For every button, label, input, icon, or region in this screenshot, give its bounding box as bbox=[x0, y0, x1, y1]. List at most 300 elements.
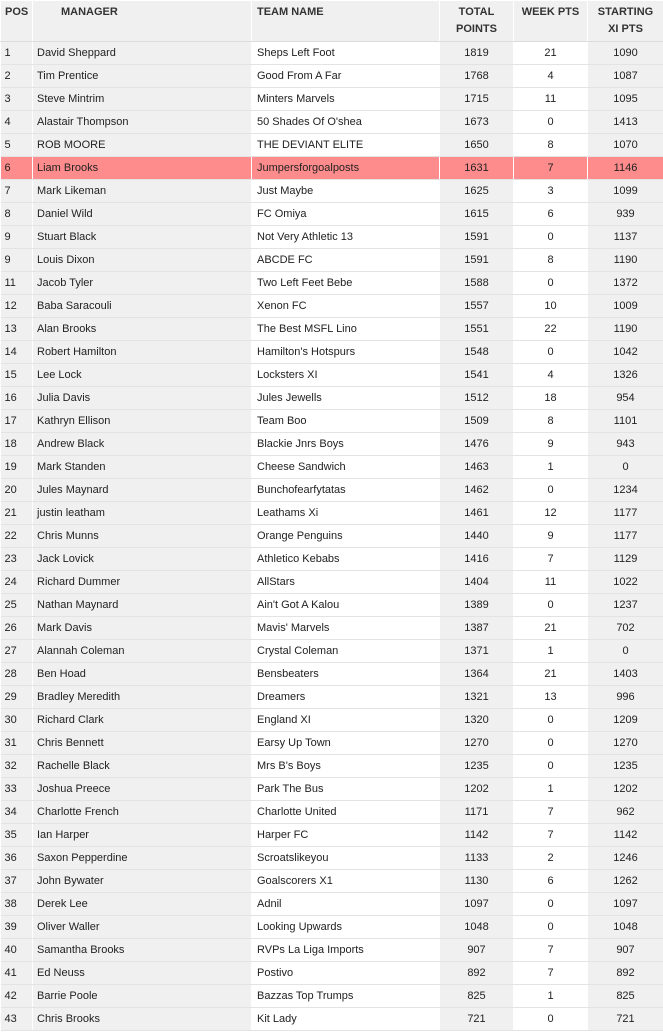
table-row bbox=[1, 318, 663, 341]
cell-starting-xi-pts: 1099 bbox=[588, 180, 663, 203]
cell-total-points: 892 bbox=[440, 962, 514, 985]
cell-week-pts: 1 bbox=[514, 778, 588, 801]
cell-week-pts: 13 bbox=[514, 686, 588, 709]
cell-week-pts: 8 bbox=[514, 410, 588, 433]
cell-team-name: THE DEVIANT ELITE bbox=[252, 134, 440, 157]
table-row bbox=[1, 571, 663, 594]
cell-pos: 25 bbox=[1, 594, 33, 617]
cell-team-name: Jumpersforgoalposts bbox=[252, 157, 440, 180]
cell-total-points: 1321 bbox=[440, 686, 514, 709]
cell-total-points: 1591 bbox=[440, 249, 514, 272]
cell-week-pts: 11 bbox=[514, 88, 588, 111]
cell-team-name: Cheese Sandwich bbox=[252, 456, 440, 479]
cell-pos: 23 bbox=[1, 548, 33, 571]
cell-pos: 19 bbox=[1, 456, 33, 479]
table-row bbox=[1, 801, 663, 824]
cell-pos: 24 bbox=[1, 571, 33, 594]
cell-week-pts: 1 bbox=[514, 456, 588, 479]
cell-total-points: 1142 bbox=[440, 824, 514, 847]
cell-total-points: 1364 bbox=[440, 663, 514, 686]
cell-week-pts: 0 bbox=[514, 341, 588, 364]
cell-total-points: 1171 bbox=[440, 801, 514, 824]
cell-starting-xi-pts: 1101 bbox=[588, 410, 663, 433]
cell-week-pts: 9 bbox=[514, 525, 588, 548]
cell-week-pts: 0 bbox=[514, 226, 588, 249]
cell-week-pts: 0 bbox=[514, 893, 588, 916]
cell-pos: 38 bbox=[1, 893, 33, 916]
cell-total-points: 1235 bbox=[440, 755, 514, 778]
cell-week-pts: 8 bbox=[514, 249, 588, 272]
table-row bbox=[1, 180, 663, 203]
cell-manager: Saxon Pepperdine bbox=[33, 847, 252, 870]
cell-total-points: 1371 bbox=[440, 640, 514, 663]
cell-manager: Jacob Tyler bbox=[33, 272, 252, 295]
cell-week-pts: 22 bbox=[514, 318, 588, 341]
cell-pos: 12 bbox=[1, 295, 33, 318]
table-row bbox=[1, 686, 663, 709]
cell-total-points: 1389 bbox=[440, 594, 514, 617]
cell-pos: 33 bbox=[1, 778, 33, 801]
cell-starting-xi-pts: 892 bbox=[588, 962, 663, 985]
table-row bbox=[1, 456, 663, 479]
cell-pos: 21 bbox=[1, 502, 33, 525]
cell-team-name: Just Maybe bbox=[252, 180, 440, 203]
cell-manager: Lee Lock bbox=[33, 364, 252, 387]
cell-pos: 42 bbox=[1, 985, 33, 1008]
cell-week-pts: 0 bbox=[514, 479, 588, 502]
header-total-points-line2: POINTS bbox=[456, 23, 497, 35]
cell-pos: 1 bbox=[1, 42, 33, 65]
cell-team-name: Team Boo bbox=[252, 410, 440, 433]
table-row bbox=[1, 663, 663, 686]
cell-total-points: 1404 bbox=[440, 571, 514, 594]
cell-starting-xi-pts: 1413 bbox=[588, 111, 663, 134]
cell-week-pts: 6 bbox=[514, 870, 588, 893]
table-row bbox=[1, 939, 663, 962]
cell-team-name: AllStars bbox=[252, 571, 440, 594]
cell-starting-xi-pts: 1246 bbox=[588, 847, 663, 870]
cell-starting-xi-pts: 1142 bbox=[588, 824, 663, 847]
table-row bbox=[1, 640, 663, 663]
cell-pos: 3 bbox=[1, 88, 33, 111]
cell-pos: 8 bbox=[1, 203, 33, 226]
cell-starting-xi-pts: 1070 bbox=[588, 134, 663, 157]
cell-starting-xi-pts: 1234 bbox=[588, 479, 663, 502]
table-row bbox=[1, 548, 663, 571]
cell-starting-xi-pts: 1146 bbox=[588, 157, 663, 180]
cell-total-points: 1509 bbox=[440, 410, 514, 433]
cell-manager: Stuart Black bbox=[33, 226, 252, 249]
cell-pos: 13 bbox=[1, 318, 33, 341]
header-pos[interactable]: POS bbox=[1, 1, 33, 42]
cell-manager: ROB MOORE bbox=[33, 134, 252, 157]
cell-starting-xi-pts: 1137 bbox=[588, 226, 663, 249]
cell-starting-xi-pts: 1177 bbox=[588, 525, 663, 548]
cell-total-points: 1715 bbox=[440, 88, 514, 111]
cell-manager: Louis Dixon bbox=[33, 249, 252, 272]
cell-week-pts: 18 bbox=[514, 387, 588, 410]
cell-team-name: Bunchofearfytatas bbox=[252, 479, 440, 502]
cell-pos: 35 bbox=[1, 824, 33, 847]
cell-pos: 34 bbox=[1, 801, 33, 824]
cell-starting-xi-pts: 1090 bbox=[588, 42, 663, 65]
cell-manager: Richard Clark bbox=[33, 709, 252, 732]
cell-total-points: 1650 bbox=[440, 134, 514, 157]
cell-manager: justin leatham bbox=[33, 502, 252, 525]
cell-week-pts: 1 bbox=[514, 640, 588, 663]
cell-week-pts: 0 bbox=[514, 916, 588, 939]
table-header bbox=[1, 1, 663, 42]
table-row bbox=[1, 732, 663, 755]
cell-manager: Joshua Preece bbox=[33, 778, 252, 801]
cell-team-name: Mavis' Marvels bbox=[252, 617, 440, 640]
table-row bbox=[1, 134, 663, 157]
header-total-points-line1: TOTAL bbox=[458, 6, 495, 18]
table-row bbox=[1, 479, 663, 502]
cell-pos: 14 bbox=[1, 341, 33, 364]
cell-starting-xi-pts: 1048 bbox=[588, 916, 663, 939]
cell-starting-xi-pts: 1237 bbox=[588, 594, 663, 617]
cell-pos: 4 bbox=[1, 111, 33, 134]
cell-pos: 32 bbox=[1, 755, 33, 778]
cell-pos: 7 bbox=[1, 180, 33, 203]
cell-pos: 26 bbox=[1, 617, 33, 640]
cell-manager: Daniel Wild bbox=[33, 203, 252, 226]
cell-manager: Bradley Meredith bbox=[33, 686, 252, 709]
table-row bbox=[1, 709, 663, 732]
cell-team-name: Charlotte United bbox=[252, 801, 440, 824]
cell-pos: 20 bbox=[1, 479, 33, 502]
cell-total-points: 1512 bbox=[440, 387, 514, 410]
cell-week-pts: 21 bbox=[514, 42, 588, 65]
table-row bbox=[1, 962, 663, 985]
table-row bbox=[1, 916, 663, 939]
cell-team-name: Kit Lady bbox=[252, 1008, 440, 1031]
cell-starting-xi-pts: 1177 bbox=[588, 502, 663, 525]
cell-pos: 39 bbox=[1, 916, 33, 939]
cell-team-name: Dreamers bbox=[252, 686, 440, 709]
cell-starting-xi-pts: 1009 bbox=[588, 295, 663, 318]
cell-manager: Liam Brooks bbox=[33, 157, 252, 180]
cell-pos: 36 bbox=[1, 847, 33, 870]
cell-total-points: 1387 bbox=[440, 617, 514, 640]
cell-manager: David Sheppard bbox=[33, 42, 252, 65]
cell-week-pts: 6 bbox=[514, 203, 588, 226]
cell-manager: Jack Lovick bbox=[33, 548, 252, 571]
cell-starting-xi-pts: 1087 bbox=[588, 65, 663, 88]
cell-total-points: 1557 bbox=[440, 295, 514, 318]
cell-week-pts: 21 bbox=[514, 617, 588, 640]
header-manager[interactable]: MANAGER bbox=[33, 1, 252, 42]
cell-manager: Richard Dummer bbox=[33, 571, 252, 594]
cell-week-pts: 7 bbox=[514, 548, 588, 571]
cell-week-pts: 21 bbox=[514, 663, 588, 686]
cell-starting-xi-pts: 1209 bbox=[588, 709, 663, 732]
cell-week-pts: 3 bbox=[514, 180, 588, 203]
cell-week-pts: 0 bbox=[514, 709, 588, 732]
cell-total-points: 1048 bbox=[440, 916, 514, 939]
cell-manager: Derek Lee bbox=[33, 893, 252, 916]
cell-team-name: Ain't Got A Kalou bbox=[252, 594, 440, 617]
cell-pos: 28 bbox=[1, 663, 33, 686]
table-row bbox=[1, 111, 663, 134]
cell-week-pts: 7 bbox=[514, 939, 588, 962]
cell-total-points: 1461 bbox=[440, 502, 514, 525]
table-row bbox=[1, 824, 663, 847]
cell-week-pts: 2 bbox=[514, 847, 588, 870]
cell-starting-xi-pts: 825 bbox=[588, 985, 663, 1008]
cell-manager: Kathryn Ellison bbox=[33, 410, 252, 433]
cell-starting-xi-pts: 1202 bbox=[588, 778, 663, 801]
cell-team-name: The Best MSFL Lino bbox=[252, 318, 440, 341]
table-row bbox=[1, 88, 663, 111]
cell-manager: Rachelle Black bbox=[33, 755, 252, 778]
cell-manager: John Bywater bbox=[33, 870, 252, 893]
cell-total-points: 1133 bbox=[440, 847, 514, 870]
cell-total-points: 1440 bbox=[440, 525, 514, 548]
cell-week-pts: 11 bbox=[514, 571, 588, 594]
cell-team-name: Xenon FC bbox=[252, 295, 440, 318]
cell-pos: 11 bbox=[1, 272, 33, 295]
cell-pos: 9 bbox=[1, 249, 33, 272]
cell-team-name: England XI bbox=[252, 709, 440, 732]
cell-team-name: Good From A Far bbox=[252, 65, 440, 88]
cell-team-name: Leathams Xi bbox=[252, 502, 440, 525]
table-row bbox=[1, 594, 663, 617]
cell-pos: 22 bbox=[1, 525, 33, 548]
cell-team-name: Harper FC bbox=[252, 824, 440, 847]
cell-team-name: Crystal Coleman bbox=[252, 640, 440, 663]
cell-team-name: Goalscorers X1 bbox=[252, 870, 440, 893]
cell-team-name: 50 Shades Of O'shea bbox=[252, 111, 440, 134]
cell-total-points: 1416 bbox=[440, 548, 514, 571]
cell-week-pts: 7 bbox=[514, 801, 588, 824]
cell-total-points: 1462 bbox=[440, 479, 514, 502]
cell-starting-xi-pts: 1022 bbox=[588, 571, 663, 594]
cell-pos: 17 bbox=[1, 410, 33, 433]
cell-total-points: 1591 bbox=[440, 226, 514, 249]
table-row bbox=[1, 272, 663, 295]
cell-pos: 30 bbox=[1, 709, 33, 732]
cell-total-points: 1631 bbox=[440, 157, 514, 180]
cell-total-points: 1320 bbox=[440, 709, 514, 732]
cell-week-pts: 0 bbox=[514, 594, 588, 617]
table-row bbox=[1, 295, 663, 318]
cell-pos: 2 bbox=[1, 65, 33, 88]
cell-total-points: 1548 bbox=[440, 341, 514, 364]
table-row bbox=[1, 847, 663, 870]
cell-team-name: RVPs La Liga Imports bbox=[252, 939, 440, 962]
cell-total-points: 1476 bbox=[440, 433, 514, 456]
cell-team-name: Minters Marvels bbox=[252, 88, 440, 111]
cell-starting-xi-pts: 1097 bbox=[588, 893, 663, 916]
cell-manager: Chris Brooks bbox=[33, 1008, 252, 1031]
table-row bbox=[1, 1008, 663, 1031]
cell-week-pts: 7 bbox=[514, 157, 588, 180]
cell-starting-xi-pts: 939 bbox=[588, 203, 663, 226]
cell-manager: Julia Davis bbox=[33, 387, 252, 410]
cell-pos: 40 bbox=[1, 939, 33, 962]
cell-week-pts: 4 bbox=[514, 364, 588, 387]
cell-starting-xi-pts: 1270 bbox=[588, 732, 663, 755]
cell-total-points: 1768 bbox=[440, 65, 514, 88]
cell-manager: Alannah Coleman bbox=[33, 640, 252, 663]
header-week-pts[interactable]: WEEK PTS bbox=[514, 1, 588, 42]
cell-team-name: Scroatslikeyou bbox=[252, 847, 440, 870]
cell-total-points: 1551 bbox=[440, 318, 514, 341]
cell-team-name: Mrs B's Boys bbox=[252, 755, 440, 778]
cell-total-points: 1202 bbox=[440, 778, 514, 801]
cell-starting-xi-pts: 962 bbox=[588, 801, 663, 824]
table-row bbox=[1, 410, 663, 433]
cell-total-points: 1541 bbox=[440, 364, 514, 387]
table-row bbox=[1, 893, 663, 916]
cell-total-points: 1819 bbox=[440, 42, 514, 65]
header-total-points[interactable] bbox=[440, 1, 514, 42]
cell-team-name: Locksters XI bbox=[252, 364, 440, 387]
cell-week-pts: 12 bbox=[514, 502, 588, 525]
cell-team-name: Jules Jewells bbox=[252, 387, 440, 410]
cell-starting-xi-pts: 996 bbox=[588, 686, 663, 709]
table-row bbox=[1, 387, 663, 410]
cell-week-pts: 1 bbox=[514, 985, 588, 1008]
cell-manager: Mark Standen bbox=[33, 456, 252, 479]
cell-week-pts: 0 bbox=[514, 111, 588, 134]
cell-total-points: 1270 bbox=[440, 732, 514, 755]
cell-manager: Nathan Maynard bbox=[33, 594, 252, 617]
cell-pos: 5 bbox=[1, 134, 33, 157]
cell-manager: Oliver Waller bbox=[33, 916, 252, 939]
cell-team-name: FC Omiya bbox=[252, 203, 440, 226]
cell-manager: Steve Mintrim bbox=[33, 88, 252, 111]
table-row bbox=[1, 341, 663, 364]
cell-manager: Robert Hamilton bbox=[33, 341, 252, 364]
table-row-highlighted bbox=[1, 157, 663, 180]
table-row bbox=[1, 433, 663, 456]
cell-team-name: Sheps Left Foot bbox=[252, 42, 440, 65]
header-row bbox=[1, 1, 663, 42]
cell-total-points: 1625 bbox=[440, 180, 514, 203]
table-row bbox=[1, 226, 663, 249]
cell-manager: Ian Harper bbox=[33, 824, 252, 847]
cell-total-points: 1130 bbox=[440, 870, 514, 893]
cell-manager: Alastair Thompson bbox=[33, 111, 252, 134]
cell-manager: Tim Prentice bbox=[33, 65, 252, 88]
cell-total-points: 907 bbox=[440, 939, 514, 962]
cell-total-points: 1673 bbox=[440, 111, 514, 134]
cell-starting-xi-pts: 1372 bbox=[588, 272, 663, 295]
table-row bbox=[1, 525, 663, 548]
cell-week-pts: 0 bbox=[514, 732, 588, 755]
cell-team-name: Earsy Up Town bbox=[252, 732, 440, 755]
header-team-name[interactable]: TEAM NAME bbox=[252, 1, 440, 42]
cell-starting-xi-pts: 1190 bbox=[588, 318, 663, 341]
cell-manager: Alan Brooks bbox=[33, 318, 252, 341]
cell-starting-xi-pts: 1095 bbox=[588, 88, 663, 111]
cell-manager: Mark Davis bbox=[33, 617, 252, 640]
cell-week-pts: 7 bbox=[514, 962, 588, 985]
header-starting-xi-pts[interactable] bbox=[588, 1, 663, 42]
cell-starting-xi-pts: 1262 bbox=[588, 870, 663, 893]
cell-total-points: 1615 bbox=[440, 203, 514, 226]
table-row bbox=[1, 617, 663, 640]
cell-total-points: 721 bbox=[440, 1008, 514, 1031]
cell-week-pts: 8 bbox=[514, 134, 588, 157]
table-row bbox=[1, 502, 663, 525]
cell-manager: Andrew Black bbox=[33, 433, 252, 456]
cell-manager: Baba Saracouli bbox=[33, 295, 252, 318]
cell-manager: Chris Bennett bbox=[33, 732, 252, 755]
cell-starting-xi-pts: 1190 bbox=[588, 249, 663, 272]
table-row bbox=[1, 778, 663, 801]
table-body bbox=[1, 42, 663, 1031]
header-starting-line2: XI PTS bbox=[608, 23, 643, 35]
cell-starting-xi-pts: 1403 bbox=[588, 663, 663, 686]
cell-pos: 9 bbox=[1, 226, 33, 249]
cell-total-points: 825 bbox=[440, 985, 514, 1008]
cell-pos: 43 bbox=[1, 1008, 33, 1031]
cell-starting-xi-pts: 0 bbox=[588, 640, 663, 663]
table-row bbox=[1, 755, 663, 778]
table-row bbox=[1, 65, 663, 88]
cell-team-name: Bensbeaters bbox=[252, 663, 440, 686]
cell-team-name: Blackie Jnrs Boys bbox=[252, 433, 440, 456]
cell-starting-xi-pts: 954 bbox=[588, 387, 663, 410]
cell-total-points: 1463 bbox=[440, 456, 514, 479]
cell-team-name: Two Left Feet Bebe bbox=[252, 272, 440, 295]
cell-manager: Samantha Brooks bbox=[33, 939, 252, 962]
cell-week-pts: 10 bbox=[514, 295, 588, 318]
cell-starting-xi-pts: 1042 bbox=[588, 341, 663, 364]
cell-week-pts: 0 bbox=[514, 755, 588, 778]
cell-team-name: Hamilton's Hotspurs bbox=[252, 341, 440, 364]
cell-week-pts: 9 bbox=[514, 433, 588, 456]
cell-manager: Charlotte French bbox=[33, 801, 252, 824]
cell-week-pts: 0 bbox=[514, 272, 588, 295]
table-row bbox=[1, 870, 663, 893]
cell-pos: 37 bbox=[1, 870, 33, 893]
cell-pos: 16 bbox=[1, 387, 33, 410]
header-starting-line1: STARTING bbox=[597, 6, 654, 18]
cell-manager: Chris Munns bbox=[33, 525, 252, 548]
cell-week-pts: 7 bbox=[514, 824, 588, 847]
cell-starting-xi-pts: 0 bbox=[588, 456, 663, 479]
cell-team-name: Not Very Athletic 13 bbox=[252, 226, 440, 249]
table-row bbox=[1, 203, 663, 226]
cell-week-pts: 4 bbox=[514, 65, 588, 88]
cell-manager: Mark Likeman bbox=[33, 180, 252, 203]
cell-team-name: Postivo bbox=[252, 962, 440, 985]
cell-total-points: 1588 bbox=[440, 272, 514, 295]
cell-team-name: Bazzas Top Trumps bbox=[252, 985, 440, 1008]
cell-pos: 15 bbox=[1, 364, 33, 387]
cell-team-name: Orange Penguins bbox=[252, 525, 440, 548]
cell-starting-xi-pts: 1326 bbox=[588, 364, 663, 387]
cell-pos: 31 bbox=[1, 732, 33, 755]
cell-team-name: Looking Upwards bbox=[252, 916, 440, 939]
cell-starting-xi-pts: 943 bbox=[588, 433, 663, 456]
cell-manager: Ed Neuss bbox=[33, 962, 252, 985]
cell-pos: 6 bbox=[1, 157, 33, 180]
cell-pos: 41 bbox=[1, 962, 33, 985]
table-row bbox=[1, 42, 663, 65]
cell-manager: Barrie Poole bbox=[33, 985, 252, 1008]
cell-starting-xi-pts: 907 bbox=[588, 939, 663, 962]
cell-starting-xi-pts: 1235 bbox=[588, 755, 663, 778]
cell-total-points: 1097 bbox=[440, 893, 514, 916]
cell-week-pts: 0 bbox=[514, 1008, 588, 1031]
cell-pos: 18 bbox=[1, 433, 33, 456]
